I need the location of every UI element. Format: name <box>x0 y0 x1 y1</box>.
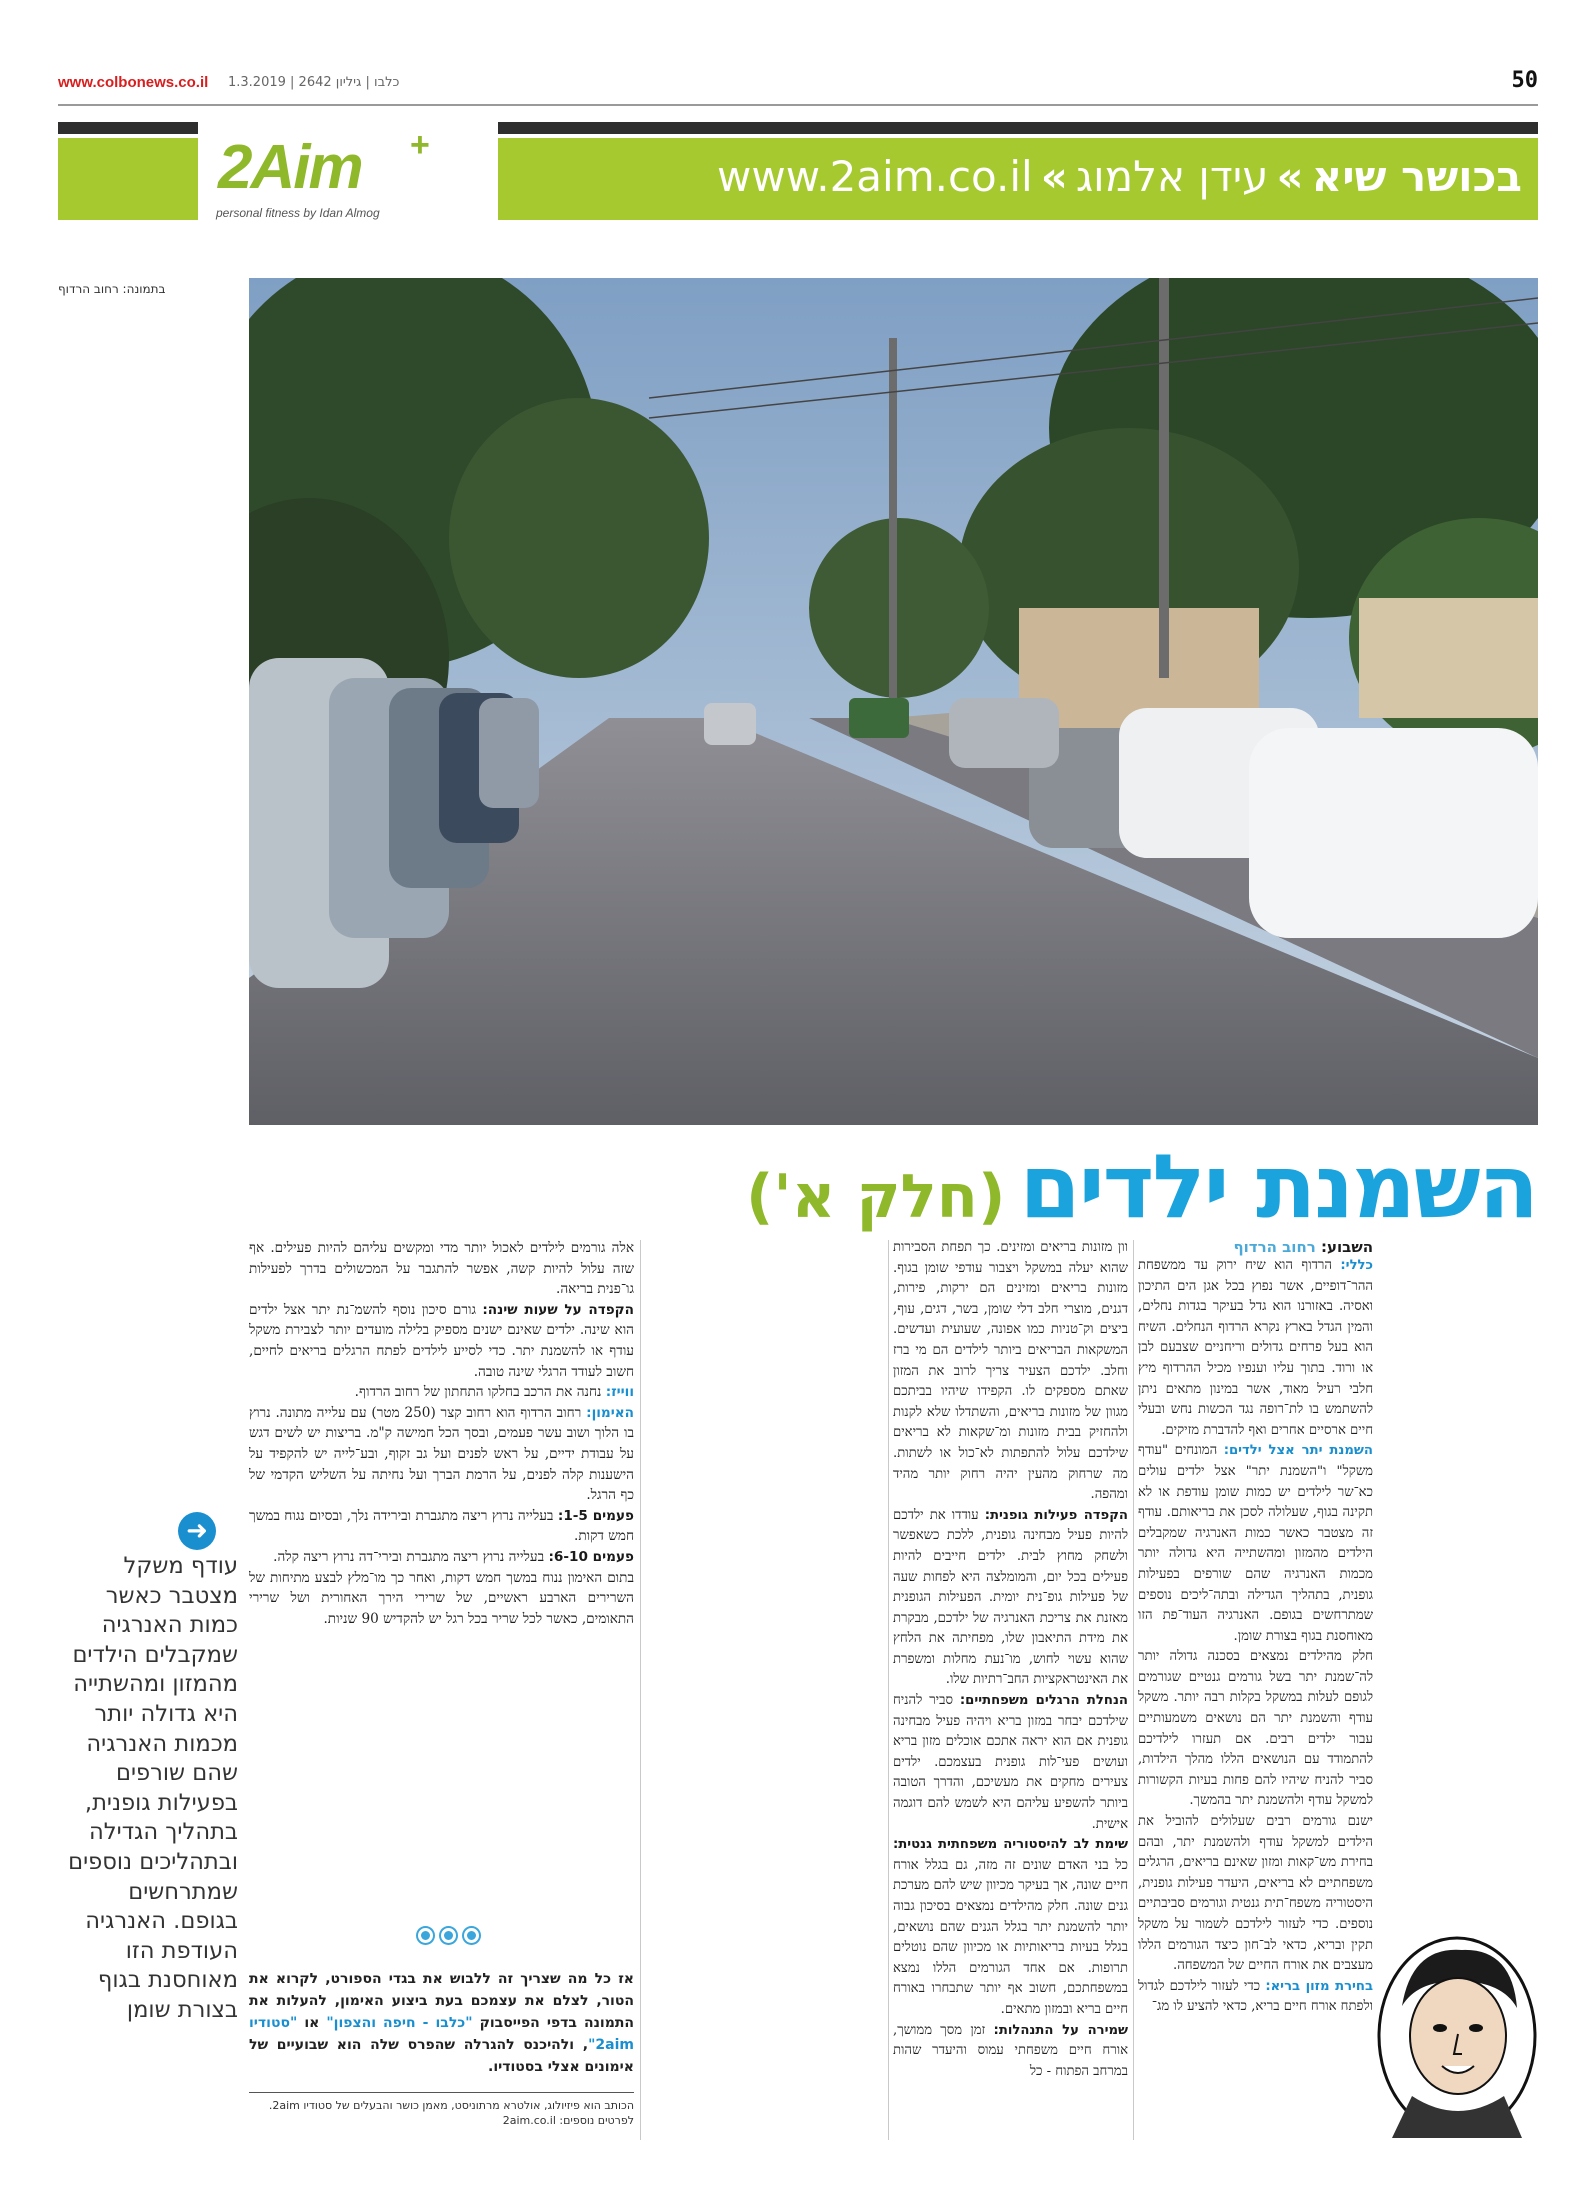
banner-arrow-2: » <box>1040 152 1068 201</box>
banner-author: עידן אלמוג <box>1075 152 1269 201</box>
subhead: הקפדה פעילות גופנית: <box>984 1507 1128 1523</box>
banner-column-name: בכושר שיא <box>1311 152 1522 201</box>
paragraph <box>893 2021 1128 2083</box>
subhead: שמירה על התנהלות: <box>993 2022 1128 2038</box>
column-divider <box>1133 1240 1134 2140</box>
paragraph-text: כדי לעזור לילדכם לגדול ולפתח אורח חיים בריא, כדאי להציע לו מג־ <box>1138 1978 1373 2015</box>
dot-icon <box>441 1928 456 1943</box>
author-portrait-icon <box>1372 1926 1542 2138</box>
paragraph-text: ישנם גורמים רבים שעלולים להוביל את הילדים למשקל עודף ולהשמנת יתר, ובהם בחירת מש־קאות ומזון שאינם בריאים, הרגלים משפחתיים לא בריאים, היעדר פעילות גופנית, היסטוריה משפח־תית גנטית וגורמים סביבתיים נוספים. כדי לעזור לילדכם לשמור על משקל תקין ובריא, כדאי לב־חון כיצד הגורמים הללו מעצבים את אורח החיים של המשפחה. <box>1138 1814 1373 1974</box>
paragraph-text: גורם סיכון נוסף להשמ־נת יתר אצל ילדים הוא שינה. ילדים שאינם ישנים מספיק בלילה מועדים יותר לצבירת משקל עודף או להשמנת יתר. כדי לסייע לילדים לפתח הרגלים בריאים לחיים, חשוב לעודד הרגלי שינה טובה. <box>249 1301 634 1380</box>
paragraph <box>893 1691 1128 1835</box>
writer-divider <box>249 2092 634 2093</box>
column-banner <box>58 122 1538 220</box>
subhead: האימון: <box>586 1404 634 1421</box>
top-rule <box>58 104 1538 106</box>
paragraph-text: הרדוף הוא שיח ירוק עד ממשפחת ההר־דופיים, אשר נפוץ בכל אגן הים התיכון ואסיה. באזורנו הוא גדל בעיקר בגדות נחלים, והמין הגדל בארץ נקרא הרדוף הנחלים. השיח הוא בעל פרחים גדולים וריחניים שצבעם לבן או ורוד. בתוך עליו וענפיו מכיל ההרדוף מיץ חלבי רעיל מאוד, אשר במינון מתאים ניתן להשתמש בו לת־רופה נגד הכשות נחש ובעלי חיים ארסיים אחרים ואף להדברת מזיקים. <box>1138 1258 1373 1438</box>
dot-icon <box>418 1928 433 1943</box>
column-divider <box>888 1240 889 2140</box>
paragraph-text: אלה גורמים לילדים לאכול יותר מדי ומקשים עליהם להיות פעילים. אף שזה עלול להיות קשה, אפשר להתגבר על המכשולים בדרך לפעילות גו־פנית בריאה. <box>249 1240 634 1298</box>
issue-info: כלבו | גיליון 2642 | 1.3.2019 <box>228 75 400 90</box>
paragraph <box>249 1300 634 1382</box>
paragraph-text: בעלייה נרוץ ריצה מתגברת ובירי־דה נרוץ ריצה קלה. <box>273 1548 545 1565</box>
paragraph-text: בעלייה נרוץ ריצה מתגברת ובירידה נלך, ובסיום נגוח במשך חמש דקות. <box>249 1507 634 1545</box>
article-column-3 <box>249 1238 634 1928</box>
byline-value: רחוב הרדוף <box>1233 1238 1316 1256</box>
arrow-right-icon: ➜ <box>178 1512 216 1550</box>
headline <box>745 1135 1537 1238</box>
paragraph <box>893 1835 1128 2020</box>
column-divider <box>640 1240 641 2140</box>
paragraph-text: המונחים "עודף משקל" ו"השמנת יתר" אצל ילדים עולים כא־שר לילדים יש כמות שומן עודפת או לא תקינה בגוף, שעלולה לסכן את בריאותם. עודף זה מצטבר כאשר כמות האנרגיה שמקבלים הילדים מהמזון ומהשתייה היא גדולה יותר מכמות האנרגיה שהם שורפים בפעילות גופנית, בתהליך הגדילה ובתה־ליכים נוספים שמתרחשים בגופם. האנרגיה העוד־פת הזו מאוחסנת בגוף בצורת שומן. <box>1138 1443 1373 1644</box>
banner-title <box>717 152 1522 201</box>
subhead: הקפדה על שעות שינה: <box>482 1301 634 1318</box>
subhead: כללי: <box>1340 1258 1373 1273</box>
promo-part: או <box>304 2015 320 2031</box>
subhead: בחירת מזון בריא: <box>1265 1978 1373 1994</box>
paragraph <box>249 1403 634 1506</box>
subhead: שימת לב להיסטוריה משפחתית גנטית: <box>893 1837 1128 1853</box>
headline-main: השמנת ילדים <box>1019 1135 1537 1238</box>
page-meta <box>58 68 1538 98</box>
paragraph-text: כל בני האדם שונים זה מזה, גם בגלל אורח חיים שונה, אך בעיקר מכיוון שיש להם מערכת גנים שונה. חלק מהילדים נמצאים בסיכון גבוה יותר להשמנת יתר בגלל הגנים שהם נושאים, בגלל בעיות בריאותיות או מכיוון שהם נוטלים תרופות. אם אחד הגורמים הללו נמצא במשפחתכם, חשוב אף יותר שתבחרו באורח חיים בריא ובמזון מתאים. <box>893 1857 1128 2017</box>
paragraph <box>1138 1812 1373 1977</box>
headline-part: (חלק א') <box>745 1162 1006 1232</box>
promo-studio-page[interactable]: "סטודיו 2aim" <box>249 2015 634 2053</box>
subhead: פעמים 1-5: <box>557 1507 634 1524</box>
logo-subtitle: personal fitness by Idan Almog <box>216 206 380 220</box>
section-dots <box>388 1928 508 1947</box>
dot-icon <box>464 1928 479 1943</box>
banner-url[interactable]: www.2aim.co.il <box>717 152 1033 201</box>
author-caricature <box>1372 1926 1542 2138</box>
paragraph-text: חלק מהילדים נמצאים בסכנה גדולה יותר לה־שמנת יתר בשל גורמים גנטיים שגורמים לגופם לעלות במשקל בקלות רבה יותר. משקל עודף והשמנת יתר הם נושאים משמעותיים עבור ילדים רבים. אם תעזרו לילדיכם להתמודד עם הנושאים הללו מהלך הילדות, סביר להניח שיהיו להם פחות בעיות הקשורות למשקל עודף ולהשמנת יתר בהמשך. <box>1138 1649 1373 1809</box>
street-photo <box>249 278 1538 1125</box>
photo-credit: בתמונה: רחוב הרדוף <box>58 282 166 296</box>
logo-plus: + <box>410 126 430 164</box>
writer-bio: הכותב הוא פיזיולוג, אולטרא מרתוניסט, מאמן כושר והבעלים של סטודיו 2aim. לפרטים נוספים: 2aim.co.il <box>268 2099 634 2127</box>
street-photo-icon <box>249 278 1538 1125</box>
paragraph <box>1138 1441 1373 1647</box>
paragraph <box>893 1506 1128 1691</box>
banner-arrow-1: » <box>1276 152 1304 201</box>
paragraph <box>249 1506 634 1547</box>
promo-part: אז כל מה שצריך זה ללבוש את בגדי הספורט, לקרוא את הטור, לצלם את עצמכם בעת ביצוע האימון, להעלות את התמונה בדפי הפייסבוק <box>249 1971 635 2031</box>
paragraph-text: סביר להניח שילדכם יבחר במזון בריא ויהיה פעיל מבחינה גופנית אם הוא יראה אתכם אוכלים מזון בריא ועושים פעי־לות גופנית בעצמכם. ילדים צעירים מחקים את מעשיכם, והדרך הטובה ביותר להשפיע עליהם היא לשמש להם דוגמה אישית. <box>893 1693 1128 1832</box>
paragraph <box>1138 1977 1373 2018</box>
subhead: השמנת יתר אצל ילדים: <box>1223 1443 1373 1459</box>
pull-quote: עודף משקל מצטבר כאשר כמות האנרגיה שמקבלים הילדים מהמזון ומהשתייה היא גדולה יותר מכמות האנרגיה שהם שורפים בפעילות גופנית, בתהליך הגדילה ובתהליכים נוספים שמתרחשים בגופם. האנרגיה העודפת הזו מאוחסנת בגוף בצורת שומן <box>68 1553 238 2023</box>
promo-text <box>249 1968 634 2078</box>
byline <box>1138 1238 1373 1256</box>
byline-label: השבוע: <box>1321 1238 1373 1256</box>
paragraph-text: בתום האימון ננוח במשך חמש דקות, ואחר כך מו־מלץ לבצע מתיחות של השרירים הארבע ראשיים, של שרירי הירך האחורית ושל שרירי התאומים, כאשר לכל שריר בכל רגל יש להקדיש 90 שניות. <box>249 1569 634 1627</box>
subhead: הנחלת הרגלים משפחתיים: <box>959 1693 1128 1709</box>
promo-part: , ולהיכנס להגרלה שהפרס שלה הוא שבועיים של אימונים אצלי בסטודיו. <box>249 2037 634 2075</box>
article-column-1 <box>1138 1238 1373 2138</box>
logo-main: 2Aim <box>218 133 362 202</box>
paragraph <box>1138 1647 1373 1812</box>
paragraph-text: נחנה את הרכב בחלקו התחתון של רחוב הרדוף. <box>354 1384 602 1401</box>
paragraph <box>1138 1256 1373 1441</box>
paragraph-text: רחוב הרדוף הוא רחוב קצר (250 מטר) עם עלייה מתונה. נרוץ בו הלוך ושוב עשר פעמים, ובסך הכל חמישה ק"מ. בריצות יש לשים דגש על עבודת ידיים, על ראש לפנים ועל גב זקוף, ובע־לייה יש להקפיד על הישענות קלה לפנים, על הרמת הברך ועל נחיתה על השליש הקדמי של כף הרגל. <box>249 1404 634 1504</box>
paragraph-text: זמן מסך ממושך, אורח חיים משפחתי עמוס והיעדר שהות במרחב הפתוח - כל <box>893 2022 1128 2079</box>
paragraph <box>249 1238 634 1300</box>
page-number: 50 <box>1511 68 1538 93</box>
paragraph-text: וון מזונות בריאים ומזינים. כך תפחת הסבירות שהוא יעלה במשקל ויצבור עודפי שומן בגוף. מזונות בריאים ומזינים הם ירקות, פירות, דגנים, מוצרי חלב דלי שומן, בשר, דגים, עוף, ביצים וק־טניות כמו אפונה, שעועית ועדשים. המשקאות הבריאים ביותר לילדים הם מי ברז וחלב. ילדכם הצעיר צריך לרוב את המזון שאתם מספקים לו. הקפידו שיהיו בביתכם מגוון של מזונות בריאים, והשתדלו שלא לקנות ולהחזיק בבית מזונות ומ־שקאות לא בריאים שילדכם עלול להתפתות לא־כול או לשתות. מה שרחוק מהעין יהיה רחוק יותר מהיד ומהפה. <box>893 1240 1128 1503</box>
paragraph <box>249 1568 634 1630</box>
subhead: ווייז: <box>605 1384 634 1401</box>
subhead: פעמים 6-10: <box>548 1548 634 1565</box>
article-column-2 <box>893 1238 1128 2138</box>
site-url[interactable]: www.colbonews.co.il <box>58 74 209 91</box>
paragraph <box>249 1382 634 1403</box>
paragraph-text: עודדו את ילדכם להיות פעיל מבחינה גופנית, ללכת כשאפשר ולשחק מחוץ לבית. ילדים חייבים להיות פעילים בכל יום, והמומלצה היא לפחות שעה של פעילות גופ־נית יומית. הפעילות הגופנית מאזנת את צריכת האנרגיה של ילדכם, מבקרת את מידת התיאבון שלו, מפחיתה את הלחץ שהוא עשוי לחוש, מו־נעת מחלות ומשפרת את האינטראקציות החב־רתיות שלו. <box>893 1507 1128 1688</box>
paragraph <box>249 1547 634 1568</box>
paragraph <box>893 1238 1128 1506</box>
promo-facebook-page[interactable]: "כלבו - חיפה והצפון" <box>326 2015 473 2031</box>
